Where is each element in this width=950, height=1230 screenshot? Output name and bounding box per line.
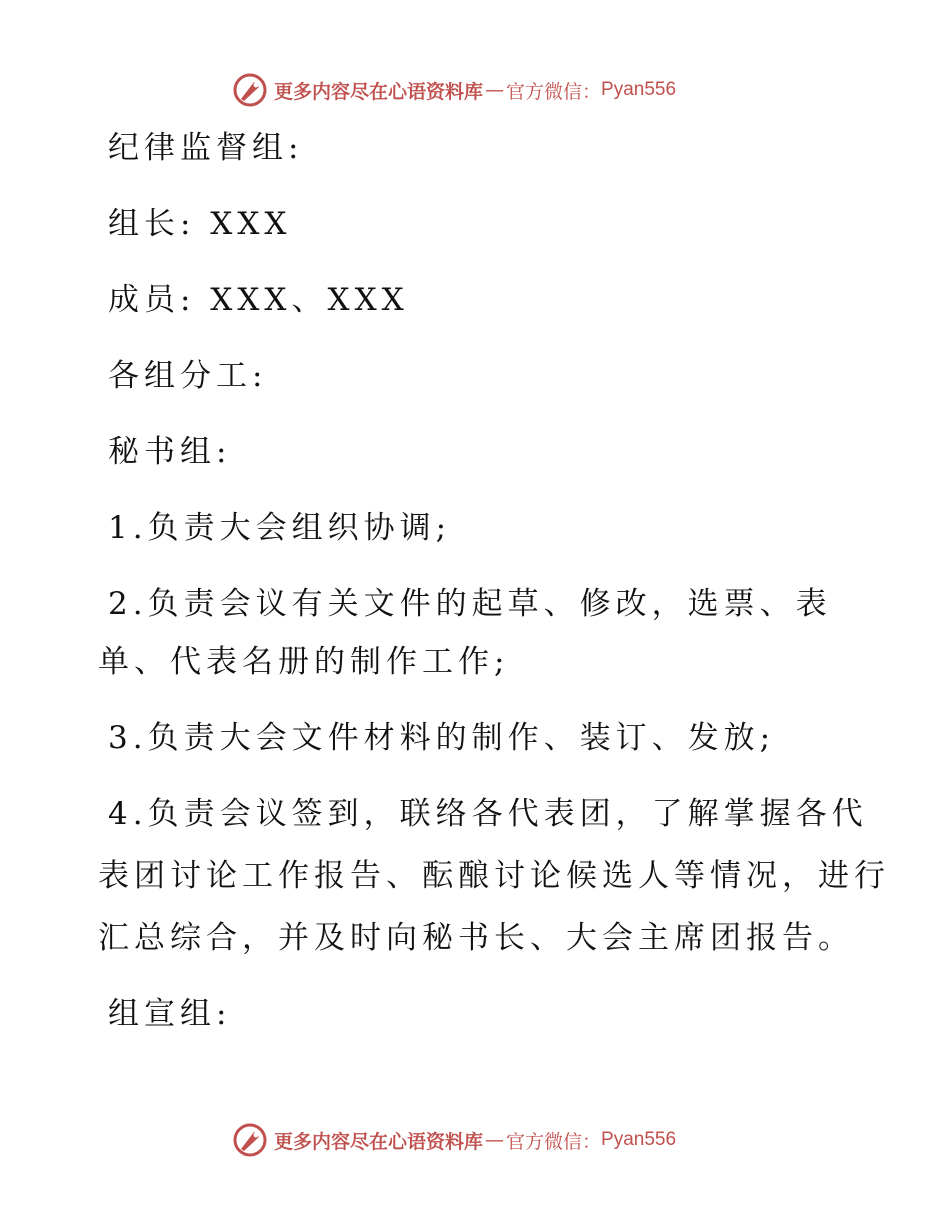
secretariat-item-2-line-2: 单、代表名册的制作工作; bbox=[98, 644, 510, 680]
footer-watermark bbox=[232, 1120, 676, 1160]
pen-nib-logo-icon bbox=[232, 72, 268, 108]
pen-nib-logo-icon bbox=[232, 1122, 268, 1158]
watermark-wechat-id: Pyan556 bbox=[601, 79, 677, 100]
heading-division-of-work: 各组分工: bbox=[108, 358, 268, 394]
watermark-brand: 更多内容尽在心语资料库 bbox=[274, 1130, 484, 1153]
document-body bbox=[98, 126, 890, 1036]
watermark-wechat-id: Pyan556 bbox=[601, 1129, 677, 1150]
watermark-dash: — bbox=[485, 79, 505, 101]
heading-organization-publicity-group: 组宣组: bbox=[108, 996, 232, 1032]
watermark-brand: 更多内容尽在心语资料库 bbox=[274, 80, 484, 103]
secretariat-item-1: 1.负责大会组织协调; bbox=[108, 510, 452, 546]
discipline-group-members: 成员: XXX、XXX bbox=[108, 282, 409, 318]
watermark-dash: — bbox=[485, 1129, 505, 1151]
watermark-label: 官方微信： bbox=[506, 80, 602, 103]
secretariat-item-3: 3.负责大会文件材料的制作、装订、发放; bbox=[108, 720, 776, 756]
header-watermark bbox=[232, 70, 676, 110]
discipline-group-leader: 组长: XXX bbox=[108, 206, 292, 242]
secretariat-item-2-line-1: 2.负责会议有关文件的起草、修改，选票、表 bbox=[108, 586, 832, 622]
secretariat-item-4-line-1: 4.负责会议签到，联络各代表团，了解掌握各代 bbox=[108, 796, 868, 832]
heading-secretariat-group: 秘书组: bbox=[108, 434, 232, 470]
heading-discipline-group: 纪律监督组: bbox=[108, 130, 304, 166]
secretariat-item-4-line-3: 汇总综合，并及时向秘书长、大会主席团报告。 bbox=[98, 920, 854, 956]
secretariat-item-4-line-2: 表团讨论工作报告、酝酿讨论候选人等情况，进行 bbox=[98, 858, 890, 894]
watermark-label: 官方微信： bbox=[506, 1130, 602, 1153]
